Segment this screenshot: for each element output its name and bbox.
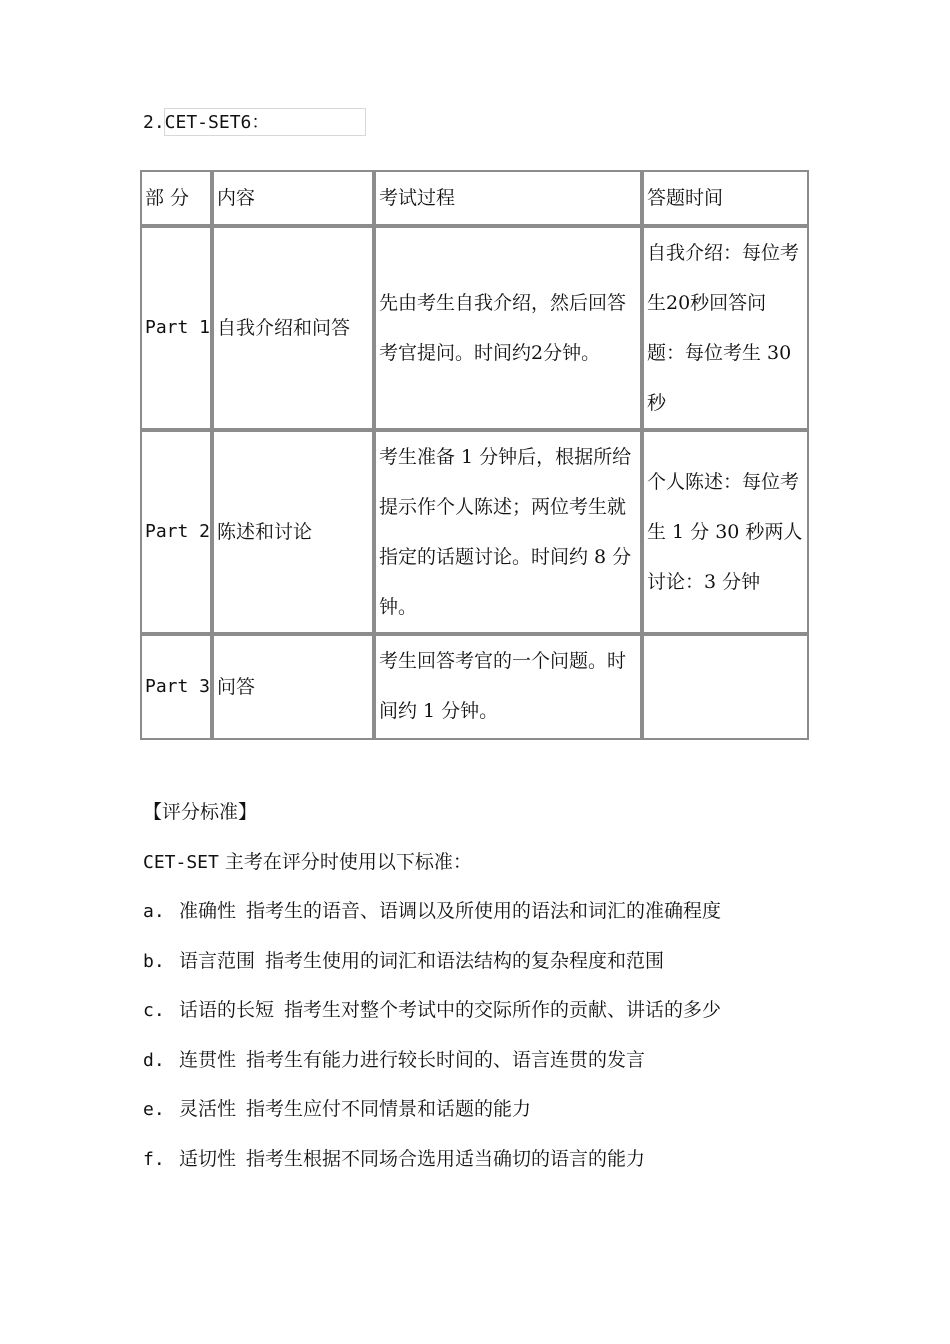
criteria-item [143,1142,823,1192]
exam-structure-table [140,170,809,740]
criteria-name: 话语的长短 [179,999,275,1021]
cell-part: Part 3 [140,634,212,740]
criteria-desc: 指考生使用的词汇和语法结构的复杂程度和范围 [265,949,665,972]
header-process: 考试过程 [374,170,642,226]
scoring-criteria [143,795,823,1191]
criteria-letter: d. [143,1049,165,1071]
table-row [140,226,809,430]
section-heading: 2.CET-SET6： [143,112,270,133]
criteria-item [143,944,823,994]
header-time: 答题时间 [642,170,809,226]
header-part: 部 分 [140,170,212,226]
table-row [140,430,809,634]
criteria-desc: 指考生应付不同情景和话题的能力 [246,1098,532,1120]
criteria-intro-code: CET-SET [143,851,219,873]
criteria-title: 【评分标准】 [143,801,258,823]
cell-part: Part 2 [140,430,212,634]
criteria-intro-text: 主考在评分时使用以下标准： [224,850,472,873]
criteria-item [143,993,823,1043]
cell-time [642,634,809,740]
cell-process: 考生准备 1 分钟后，根据所给提示作个人陈述；两位考生就指定的话题讨论。时间约 8 分钟。 [374,430,642,634]
criteria-intro [143,845,823,895]
header-content: 内容 [212,170,374,226]
criteria-item [143,1043,823,1093]
criteria-letter: a. [143,901,165,922]
criteria-name: 灵活性 [179,1098,237,1120]
criteria-name: 连贯性 [179,1048,237,1071]
criteria-item [143,894,823,944]
cell-process: 先由考生自我介绍，然后回答考官提问。时间约2分钟。 [374,226,642,430]
criteria-letter: b. [143,950,165,972]
criteria-desc: 指考生有能力进行较长时间的、语言连贯的发言 [246,1048,646,1071]
cell-content: 自我介绍和问答 [212,226,374,430]
cell-content: 陈述和讨论 [212,430,374,634]
table-header-row [140,170,809,226]
criteria-name: 适切性 [179,1147,237,1170]
criteria-desc: 指考生根据不同场合选用适当确切的语言的能力 [246,1147,646,1170]
criteria-desc: 指考生对整个考试中的交际所作的贡献、讲话的多少 [284,999,722,1021]
criteria-letter: c. [143,1000,165,1021]
cell-process: 考生回答考官的一个问题。时间约 1 分钟。 [374,634,642,740]
criteria-letter: f. [143,1148,165,1170]
criteria-letter: e. [143,1099,165,1120]
criteria-item [143,1092,823,1142]
cell-time: 个人陈述：每位考生 1 分 30 秒两人讨论：3 分钟 [642,430,809,634]
criteria-desc: 指考生的语音、语调以及所使用的语法和词汇的准确程度 [246,900,722,922]
criteria-name: 语言范围 [179,949,256,972]
cell-part: Part 1 [140,226,212,430]
table-row [140,634,809,740]
cell-content: 问答 [212,634,374,740]
cell-time: 自我介绍：每位考生20秒回答问题：每位考生 30 秒 [642,226,809,430]
criteria-name: 准确性 [179,900,237,922]
